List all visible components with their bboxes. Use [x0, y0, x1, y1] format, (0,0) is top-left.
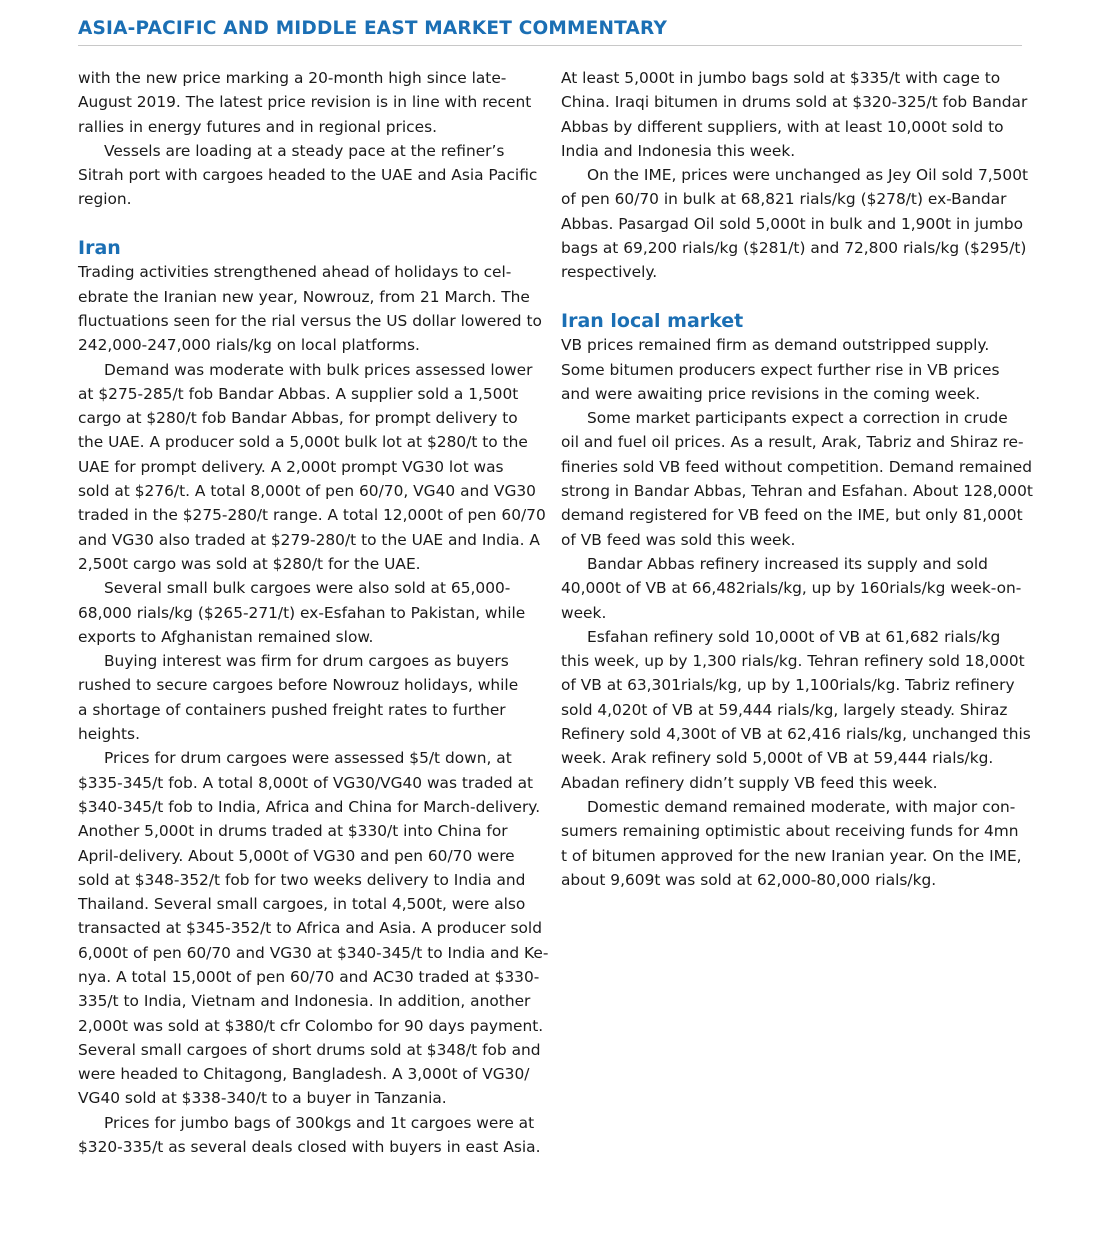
text-line: Several small cargoes of short drums sold at $348/t fob and: [78, 1040, 541, 1059]
local-paragraph-2: [561, 406, 1031, 552]
section-gap: [78, 212, 548, 236]
text-line: Bandar Abbas refinery increased its supply and sold: [587, 554, 988, 573]
local-paragraph-4: [561, 625, 1031, 795]
text-line: Several small bulk cargoes were also sold at 65,000-: [104, 579, 511, 598]
text-line: of VB feed was sold this week.: [561, 530, 796, 549]
text-line: ebrate the Iranian new year, Nowrouz, from 21 March. The: [78, 287, 530, 306]
text-line: fluctuations seen for the rial versus the US dollar lowered to: [78, 311, 542, 330]
iran-paragraph-1: [78, 260, 548, 357]
text-line: sold at $348-352/t fob for two weeks delivery to India and: [78, 870, 526, 889]
text-line: were headed to Chitagong, Bangladesh. A 3,000t of VG30/: [78, 1065, 530, 1084]
text-line: of pen 60/70 in bulk at 68,821 rials/kg ($278/t) ex-Bandar: [561, 190, 1007, 209]
text-line: week. Arak refinery sold 5,000t of VB at 59,444 rials/kg.: [561, 749, 994, 768]
text-line: 2,500t cargo was sold at $280/t for the UAE.: [78, 554, 421, 573]
text-line: cargo at $280/t fob Bandar Abbas, for prompt delivery to: [78, 409, 518, 428]
text-line: the UAE. A producer sold a 5,000t bulk lot at $280/t to the: [78, 433, 528, 452]
section-heading-iran: Iran: [78, 237, 121, 260]
text-line: respectively.: [561, 263, 658, 282]
section-heading-iran-local-market: Iran local market: [561, 309, 744, 332]
text-line: Another 5,000t in drums traded at $330/t into China for: [78, 822, 508, 841]
text-line: week.: [561, 603, 607, 622]
text-line: about 9,609t was sold at 62,000-80,000 rials/kg.: [561, 870, 937, 889]
text-line: traded in the $275-280/t range. A total 12,000t of pen 60/70: [78, 506, 546, 525]
text-line: at $275-285/t fob Bandar Abbas. A supplier sold a 1,500t: [78, 384, 519, 403]
text-line: 242,000-247,000 rials/kg on local platforms.: [78, 336, 420, 355]
text-line: India and Indonesia this week.: [561, 141, 796, 160]
text-line: Abadan refinery didn’t supply VB feed this week.: [561, 773, 938, 792]
text-line: VG40 sold at $338-340/t to a buyer in Tanzania.: [78, 1089, 447, 1108]
text-line: 40,000t of VB at 66,482rials/kg, up by 160rials/kg week-on-: [561, 579, 1022, 598]
text-line: rushed to secure cargoes before Nowrouz holidays, while: [78, 676, 519, 695]
text-line: Domestic demand remained moderate, with major con-: [587, 797, 1016, 816]
text-line: VB prices remained firm as demand outstripped supply.: [561, 336, 990, 355]
iran-paragraph-6: [78, 1111, 548, 1160]
text-line: On the IME, prices were unchanged as Jey Oil sold 7,500t: [587, 166, 1029, 185]
text-line: Prices for jumbo bags of 300kgs and 1t cargoes were at: [104, 1113, 535, 1132]
text-line: Buying interest was firm for drum cargoes as buyers: [104, 652, 509, 671]
text-line: and VG30 also traded at $279-280/t to the UAE and India. A: [78, 530, 540, 549]
page-header: [78, 18, 1022, 46]
text-line: transacted at $345-352/t to Africa and Asia. A producer sold: [78, 919, 542, 938]
vessels-paragraph: [78, 139, 548, 212]
text-line: Refinery sold 4,300t of VB at 62,416 rials/kg, unchanged this: [561, 725, 1031, 744]
iran-paragraph-2: [78, 358, 548, 577]
text-line: and were awaiting price revisions in the coming week.: [561, 384, 981, 403]
text-line: exports to Afghanistan remained slow.: [78, 627, 374, 646]
text-line: strong in Bandar Abbas, Tehran and Esfahan. About 128,000t: [561, 482, 1033, 501]
text-line: nya. A total 15,000t of pen 60/70 and AC30 traded at $330-: [78, 967, 540, 986]
page-title: ASIA-PACIFIC AND MIDDLE EAST MARKET COMMENTARY: [78, 18, 668, 39]
text-line: Demand was moderate with bulk prices assessed lower: [104, 360, 533, 379]
text-line: of VB at 63,301rials/kg, up by 1,100rials/kg. Tabriz refinery: [561, 676, 1015, 695]
text-line: fineries sold VB feed without competition. Demand remained: [561, 457, 1033, 476]
iran-paragraph-3: [78, 576, 548, 649]
text-line: 2,000t was sold at $380/t cfr Colombo for 90 days payment.: [78, 1016, 544, 1035]
iran-paragraph-4: [78, 649, 548, 746]
text-line: oil and fuel oil prices. As a result, Arak, Tabriz and Shiraz re-: [561, 433, 1024, 452]
text-line: Esfahan refinery sold 10,000t of VB at 61,682 rials/kg: [587, 627, 1001, 646]
ime-paragraph: [561, 163, 1031, 284]
text-line: demand registered for VB feed on the IME, but only 81,000t: [561, 506, 1023, 525]
text-line: rallies in energy futures and in regional prices.: [78, 117, 437, 136]
continued-paragraph: [561, 66, 1031, 163]
iran-paragraph-5: [78, 746, 548, 1110]
text-line: this week, up by 1,300 rials/kg. Tehran refinery sold 18,000t: [561, 652, 1025, 671]
local-paragraph-5: [561, 795, 1031, 892]
text-line: April-delivery. About 5,000t of VG30 and pen 60/70 were: [78, 846, 515, 865]
text-line: sumers remaining optimistic about receiving funds for 4mn: [561, 822, 1019, 841]
left-column: [78, 66, 548, 1159]
text-line: bags at 69,200 rials/kg ($281/t) and 72,800 rials/kg ($295/t): [561, 239, 1027, 258]
local-paragraph-3: [561, 552, 1031, 625]
text-line: t of bitumen approved for the new Iranian year. On the IME,: [561, 846, 1022, 865]
text-line: 68,000 rials/kg ($265-271/t) ex-Esfahan to Pakistan, while: [78, 603, 526, 622]
text-line: $340-345/t fob to India, Africa and China for March-delivery.: [78, 797, 541, 816]
local-paragraph-1: [561, 333, 1031, 406]
text-line: with the new price marking a 20-month high since late-: [78, 69, 507, 87]
text-line: $320-335/t as several deals closed with buyers in east Asia.: [78, 1138, 541, 1157]
text-line: Some bitumen producers expect further rise in VB prices: [561, 360, 1000, 379]
text-line: Thailand. Several small cargoes, in total 4,500t, were also: [78, 895, 526, 914]
text-line: Prices for drum cargoes were assessed $5/t down, at: [104, 749, 512, 768]
text-line: August 2019. The latest price revision is in line with recent: [78, 93, 532, 112]
text-line: heights.: [78, 725, 140, 744]
text-line: sold at $276/t. A total 8,000t of pen 60/70, VG40 and VG30: [78, 482, 536, 501]
text-line: region.: [78, 190, 132, 209]
text-line: sold 4,020t of VB at 59,444 rials/kg, largely steady. Shiraz: [561, 700, 1008, 719]
text-line: $335-345/t fob. A total 8,000t of VG30/VG40 was traded at: [78, 773, 534, 792]
text-line: Abbas by different suppliers, with at least 10,000t sold to: [561, 117, 1004, 136]
text-line: Sitrah port with cargoes headed to the UAE and Asia Pacific: [78, 166, 538, 185]
text-line: Abbas. Pasargad Oil sold 5,000t in bulk and 1,900t in jumbo: [561, 214, 1024, 233]
right-column: [561, 66, 1031, 892]
text-line: Vessels are loading at a steady pace at the refiner’s: [104, 141, 505, 160]
text-line: At least 5,000t in jumbo bags sold at $335/t with cage to: [561, 69, 1001, 87]
text-line: 6,000t of pen 60/70 and VG30 at $340-345/t to India and Ke-: [78, 943, 549, 962]
header-divider: [78, 45, 1022, 46]
text-line: 335/t to India, Vietnam and Indonesia. In addition, another: [78, 992, 531, 1011]
text-line: China. Iraqi bitumen in drums sold at $320-325/t fob Bandar: [561, 93, 1028, 112]
intro-paragraph: [78, 66, 548, 139]
text-line: UAE for prompt delivery. A 2,000t prompt VG30 lot was: [78, 457, 504, 476]
text-line: a shortage of containers pushed freight rates to further: [78, 700, 506, 719]
section-gap: [561, 285, 1031, 309]
text-line: Trading activities strengthened ahead of holidays to cel-: [78, 263, 512, 282]
text-line: Some market participants expect a correction in crude: [587, 409, 1008, 428]
